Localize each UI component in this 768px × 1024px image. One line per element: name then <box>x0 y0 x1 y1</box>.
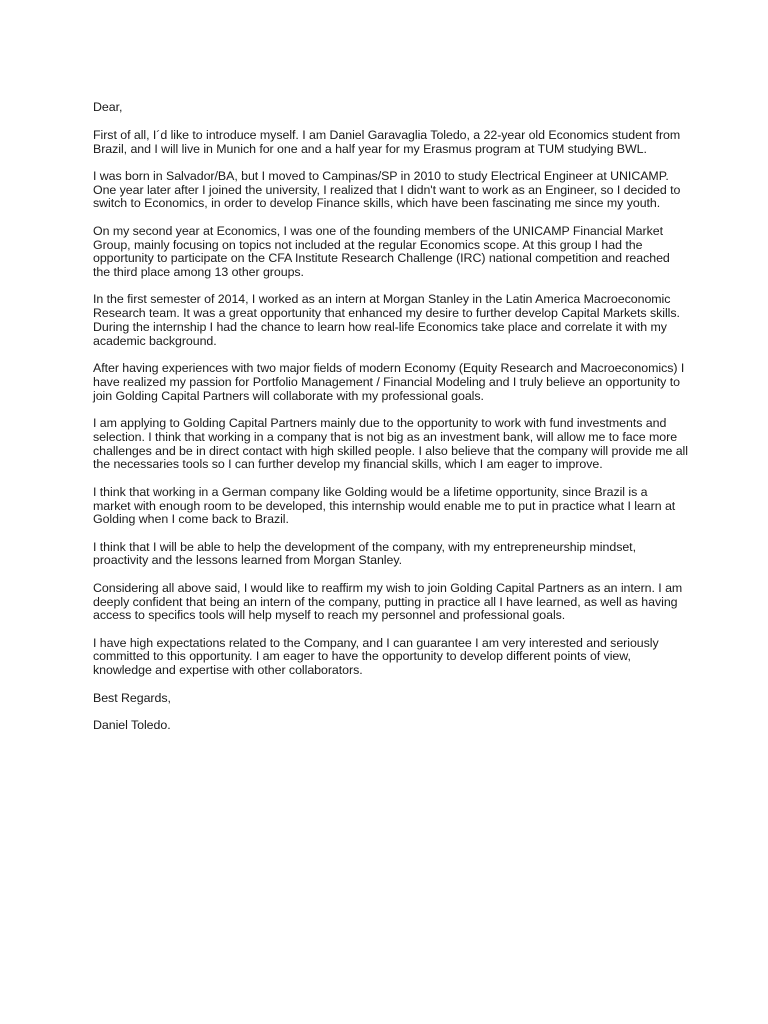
salutation: Dear, <box>93 100 123 114</box>
signature: Daniel Toledo. <box>93 718 171 733</box>
paragraph-background: I was born in Salvador/BA, but I moved to Campinas/SP in 2010 to study Electrical Engineer at UNICAMP. One year later after I joined the university, I realized that I didn't want to work as an Engineer, so I decided to switch to Economics, in order to develop Finance skills, which have been fascinating me since my youth. <box>93 168 681 211</box>
paragraph-motivation: I am applying to Golding Capital Partners mainly due to the opportunity to work with fund investments and selection. I think that working in a company that is not big as an investment bank, will allow me to face more challenges and be in direct contact with high skilled people. I also believe that the company will provide me all the necessaries tools so I can further develop my financial skills, which I am eager to improve. <box>93 416 688 472</box>
paragraph-reaffirm: Considering all above said, I would like to reaffirm my wish to join Golding Capital Partners as an intern. I am deeply confident that being an intern of the company, putting in practice all I have learned, as well as having access to specifics tools will help myself to reach my personnel and professional goals. <box>93 580 683 623</box>
paragraph-experience: After having experiences with two major fields of modern Economy (Equity Research and Macroeconomics) I have realized my passion for Portfolio Management / Financial Modeling and I truly believe an opportunity to join Golding Capital Partners will collaborate with my professional goals. <box>93 361 685 403</box>
paragraph-morgan-stanley: In the first semester of 2014, I worked as an intern at Morgan Stanley in the Latin America Macroeconomic Research team. It was a great opportunity that enhanced my desire to further develop Capital Markets skills. During the internship I had the chance to learn how real-life Economics take place and correlate it with my academic background. <box>93 292 680 348</box>
paragraph-german-company: I think that working in a German company like Golding would be a lifetime opportunity, since Brazil is a market with enough room to be developed, this internship would enable me to put in practice what I learn at Golding when I come back to Brazil. <box>93 484 676 527</box>
paragraph-financial-market-group: On my second year at Economics, I was one of the founding members of the UNICAMP Financial Market Group, mainly focusing on topics not included at the regular Economics scope. At this group I had the opportunity to participate on the CFA Institute Research Challenge (IRC) national competition and reached the third place among 13 other groups. <box>93 223 670 280</box>
cover-letter <box>93 101 688 733</box>
paragraph-expectations: I have high expectations related to the Company, and I can guarantee I am very interested and seriously committed to this opportunity. I am eager to have the opportunity to develop different points of view, knowledge and expertise with other collaborators. <box>93 635 659 678</box>
closing: Best Regards, <box>93 690 171 705</box>
paragraph-introduction: First of all, I´d like to introduce myself. I am Daniel Garavaglia Toledo, a 22-year old Economics student from Brazil, and I will live in Munich for one and a half year for my Erasmus program at TUM studying BWL. <box>93 127 681 156</box>
paragraph-contribution: I think that I will be able to help the development of the company, with my entrepreneurship mindset, proactivity and the lessons learned from Morgan Stanley. <box>93 539 636 568</box>
